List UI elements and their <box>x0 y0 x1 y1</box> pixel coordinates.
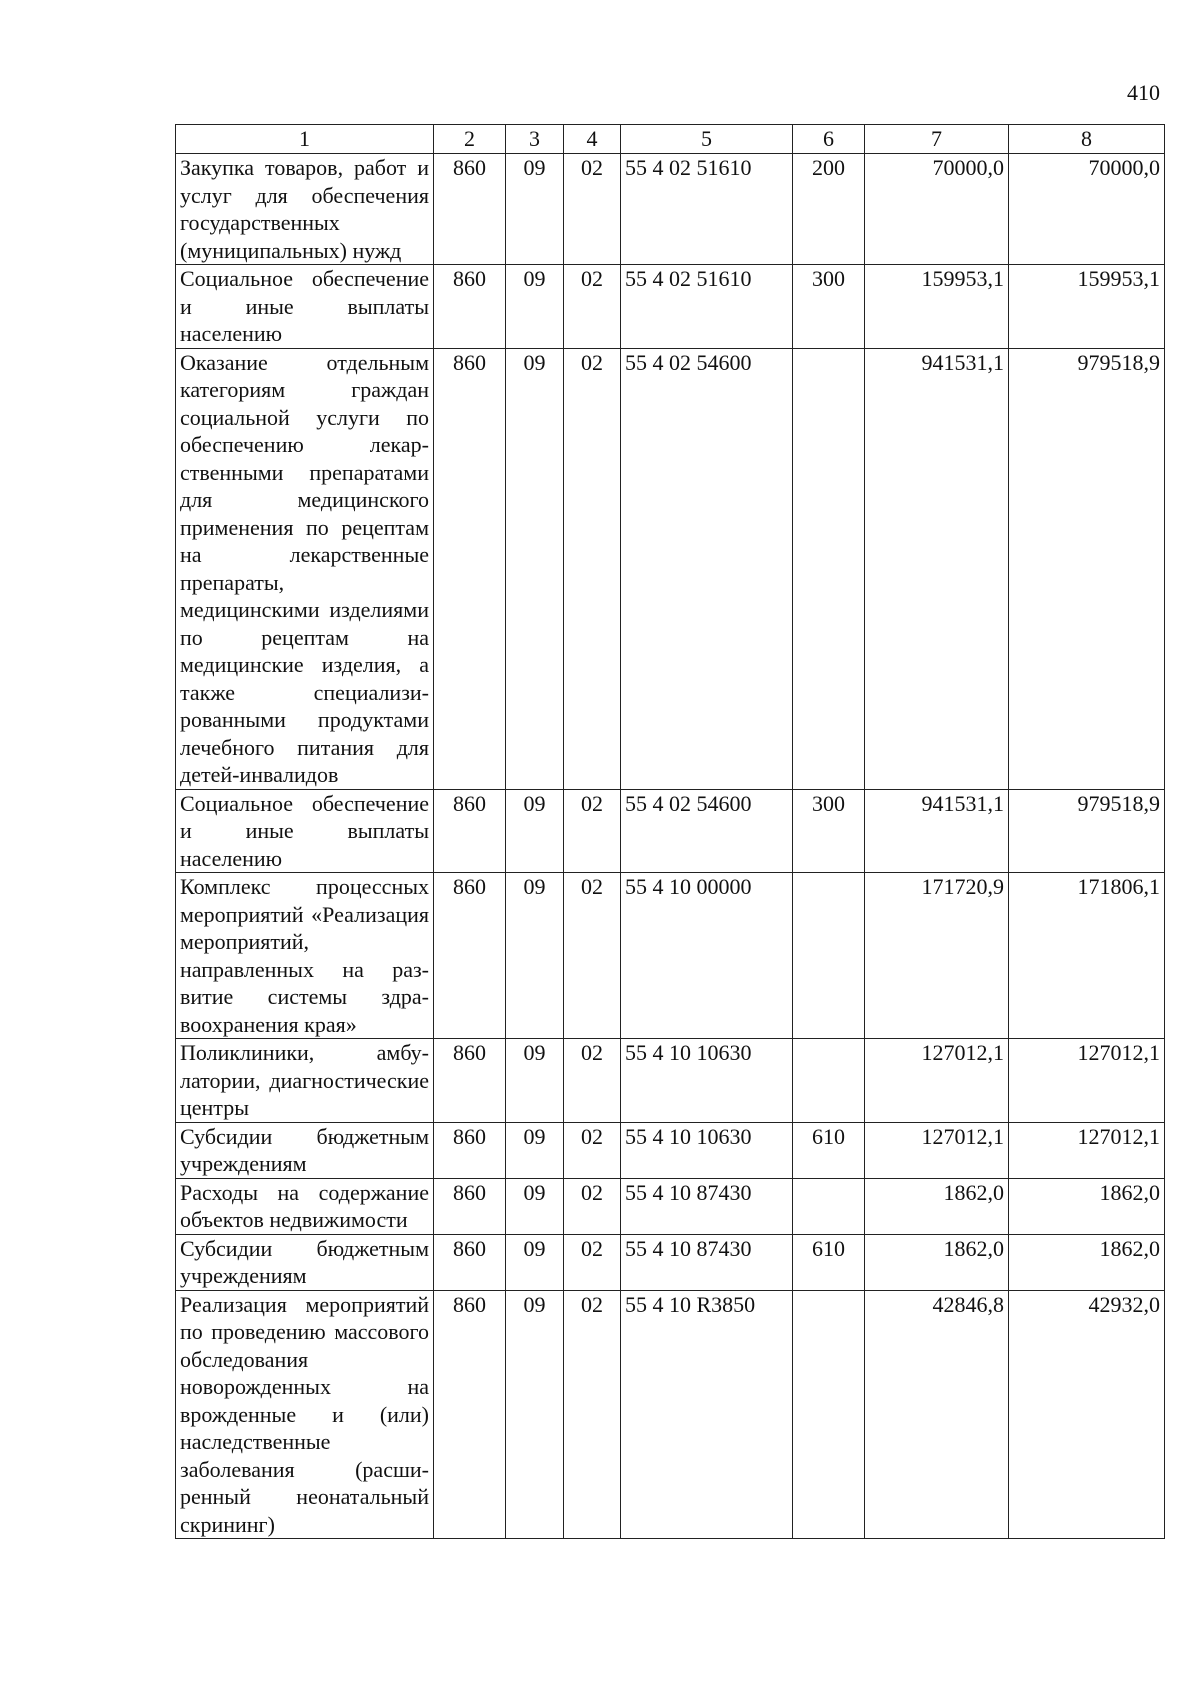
table-row <box>176 1122 1165 1178</box>
section-code: 09 <box>506 873 564 1039</box>
amount-col8: 171806,1 <box>1009 873 1165 1039</box>
section-code: 09 <box>506 1039 564 1123</box>
section-code: 09 <box>506 789 564 873</box>
subsection-code: 02 <box>564 348 621 789</box>
section-code: 09 <box>506 154 564 265</box>
expense-type: 610 <box>793 1122 865 1178</box>
target-article: 55 4 02 51610 <box>621 154 793 265</box>
amount-col7: 42846,8 <box>865 1290 1009 1539</box>
table-row <box>176 873 1165 1039</box>
target-article: 55 4 02 54600 <box>621 348 793 789</box>
expense-type <box>793 1290 865 1539</box>
item-name: Расходы на содержание объектов недвижимости <box>176 1178 434 1234</box>
table-row <box>176 348 1165 789</box>
item-name: Социальное обеспечение и иные выплаты населению <box>176 789 434 873</box>
section-code: 09 <box>506 348 564 789</box>
target-article: 55 4 02 51610 <box>621 265 793 349</box>
item-name: Закупка товаров, работ и услуг для обеспечения государственных (муниципальных) нужд <box>176 154 434 265</box>
expense-type: 200 <box>793 154 865 265</box>
subsection-code: 02 <box>564 1039 621 1123</box>
subsection-code: 02 <box>564 873 621 1039</box>
subsection-code: 02 <box>564 1178 621 1234</box>
subsection-code: 02 <box>564 1122 621 1178</box>
target-article: 55 4 10 R3850 <box>621 1290 793 1539</box>
expense-type: 610 <box>793 1234 865 1290</box>
column-header: 6 <box>793 125 865 154</box>
amount-col7: 70000,0 <box>865 154 1009 265</box>
admin-code: 860 <box>434 348 506 789</box>
section-code: 09 <box>506 1290 564 1539</box>
page-number: 410 <box>1127 80 1160 105</box>
amount-col8: 1862,0 <box>1009 1178 1165 1234</box>
amount-col7: 941531,1 <box>865 789 1009 873</box>
admin-code: 860 <box>434 789 506 873</box>
admin-code: 860 <box>434 1039 506 1123</box>
item-name: Оказание отдельным категориям граждан социальной услуги по обеспечению лекарственными препаратами для медицинского применения по рецептам на лекарственные препараты, медицинскими изделиями по рецептам на медицинские изделия, а также специализированными продуктами лечебного питания для детей-инвалидов <box>176 348 434 789</box>
target-article: 55 4 10 10630 <box>621 1122 793 1178</box>
column-header: 4 <box>564 125 621 154</box>
admin-code: 860 <box>434 1290 506 1539</box>
amount-col8: 979518,9 <box>1009 348 1165 789</box>
table-row <box>176 265 1165 349</box>
amount-col7: 127012,1 <box>865 1122 1009 1178</box>
amount-col7: 1862,0 <box>865 1178 1009 1234</box>
expense-type: 300 <box>793 789 865 873</box>
table-row <box>176 1039 1165 1123</box>
column-header: 3 <box>506 125 564 154</box>
item-name: Социальное обеспечение и иные выплаты населению <box>176 265 434 349</box>
item-name: Комплекс процессных мероприятий «Реализация мероприятий, направленных на развитие системы здравоохранения края» <box>176 873 434 1039</box>
subsection-code: 02 <box>564 1290 621 1539</box>
expense-type <box>793 1178 865 1234</box>
column-header: 5 <box>621 125 793 154</box>
table-row <box>176 1290 1165 1539</box>
amount-col7: 1862,0 <box>865 1234 1009 1290</box>
amount-col8: 70000,0 <box>1009 154 1165 265</box>
target-article: 55 4 10 10630 <box>621 1039 793 1123</box>
item-name: Субсидии бюджетным учреждениям <box>176 1122 434 1178</box>
expense-type <box>793 1039 865 1123</box>
amount-col8: 42932,0 <box>1009 1290 1165 1539</box>
admin-code: 860 <box>434 1234 506 1290</box>
subsection-code: 02 <box>564 789 621 873</box>
section-code: 09 <box>506 1234 564 1290</box>
item-name: Поликлиники, амбулатории, диагностические центры <box>176 1039 434 1123</box>
admin-code: 860 <box>434 873 506 1039</box>
amount-col8: 979518,9 <box>1009 789 1165 873</box>
admin-code: 860 <box>434 1178 506 1234</box>
subsection-code: 02 <box>564 1234 621 1290</box>
amount-col8: 1862,0 <box>1009 1234 1165 1290</box>
expense-type <box>793 873 865 1039</box>
table-row <box>176 154 1165 265</box>
table-row <box>176 789 1165 873</box>
amount-col8: 127012,1 <box>1009 1039 1165 1123</box>
item-name: Субсидии бюджетным учреждениям <box>176 1234 434 1290</box>
item-name: Реализация мероприятий по проведению массового обследования новорожденных на врожденные и (или) наследственные заболевания (расширенный неонатальный скрининг) <box>176 1290 434 1539</box>
admin-code: 860 <box>434 1122 506 1178</box>
column-header: 7 <box>865 125 1009 154</box>
section-code: 09 <box>506 265 564 349</box>
header-row <box>176 125 1165 154</box>
target-article: 55 4 02 54600 <box>621 789 793 873</box>
table-row <box>176 1234 1165 1290</box>
amount-col8: 159953,1 <box>1009 265 1165 349</box>
table-row <box>176 1178 1165 1234</box>
subsection-code: 02 <box>564 154 621 265</box>
subsection-code: 02 <box>564 265 621 349</box>
amount-col7: 159953,1 <box>865 265 1009 349</box>
amount-col7: 941531,1 <box>865 348 1009 789</box>
admin-code: 860 <box>434 154 506 265</box>
amount-col8: 127012,1 <box>1009 1122 1165 1178</box>
expense-type <box>793 348 865 789</box>
budget-table <box>175 124 1165 1539</box>
target-article: 55 4 10 87430 <box>621 1178 793 1234</box>
column-header: 8 <box>1009 125 1165 154</box>
amount-col7: 127012,1 <box>865 1039 1009 1123</box>
admin-code: 860 <box>434 265 506 349</box>
target-article: 55 4 10 87430 <box>621 1234 793 1290</box>
expense-type: 300 <box>793 265 865 349</box>
section-code: 09 <box>506 1122 564 1178</box>
section-code: 09 <box>506 1178 564 1234</box>
amount-col7: 171720,9 <box>865 873 1009 1039</box>
target-article: 55 4 10 00000 <box>621 873 793 1039</box>
column-header: 1 <box>176 125 434 154</box>
column-header: 2 <box>434 125 506 154</box>
